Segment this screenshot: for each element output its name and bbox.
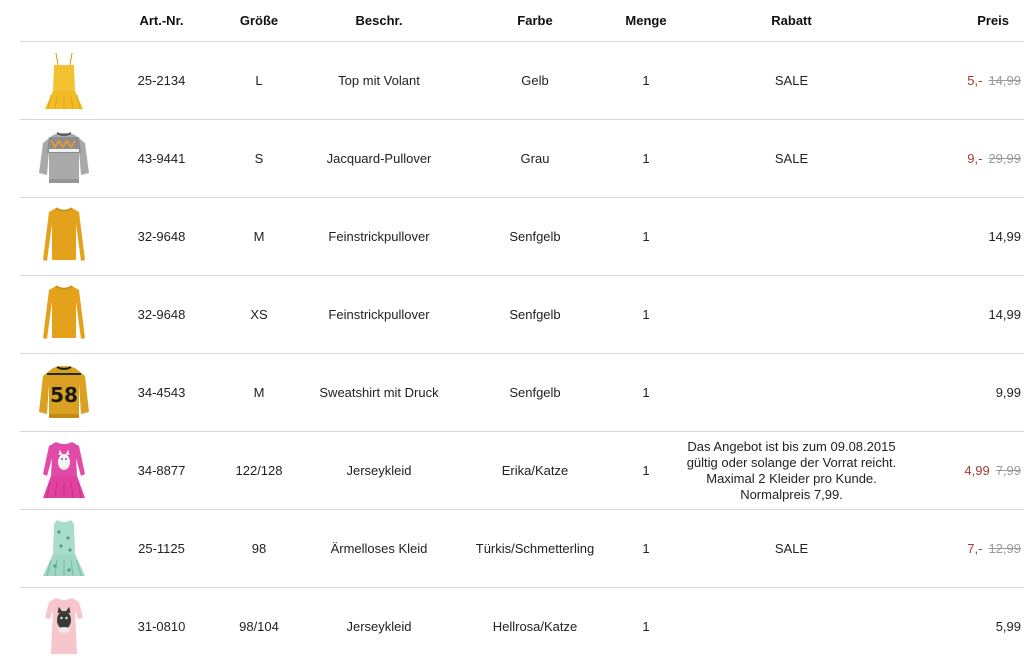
column-header-art-nr: Art.-Nr. <box>108 0 215 42</box>
description-cell: Feinstrickpullover <box>303 198 455 276</box>
art-nr-cell: 34-8877 <box>108 432 215 510</box>
table-row <box>20 198 1024 276</box>
color-cell: Grau <box>455 120 615 198</box>
order-table-container <box>20 0 1021 665</box>
column-header-price: Preis <box>906 0 1024 42</box>
description-cell: Top mit Volant <box>303 42 455 120</box>
product-image-cell <box>20 510 108 588</box>
column-header-quantity: Menge <box>615 0 677 42</box>
order-items-table <box>20 0 1024 665</box>
product-image-cell <box>20 354 108 432</box>
table-row <box>20 120 1024 198</box>
pink-cat-dress-icon[interactable] <box>37 438 91 504</box>
discount-cell <box>677 354 906 432</box>
sale-price: 9,- <box>967 151 983 166</box>
discount-cell: SALE <box>677 510 906 588</box>
product-image-cell <box>20 120 108 198</box>
original-price: 7,99 <box>995 463 1021 478</box>
discount-offer-note: Das Angebot ist bis zum 09.08.2015 gültig oder solange der Vorrat reicht. Maximal 2 Kleider pro Kunde. Normalpreis 7,99. <box>686 438 897 502</box>
table-row <box>20 354 1024 432</box>
sale-price: 7,- <box>967 541 983 556</box>
sweatshirt-print-text: 58 <box>50 382 78 407</box>
color-cell: Hellrosa/Katze <box>492 619 578 634</box>
price-cell: 5,99 <box>995 619 1021 634</box>
yellow-top-icon[interactable] <box>39 49 89 113</box>
price-cell: 14,99 <box>906 198 1024 276</box>
discount-cell <box>677 198 906 276</box>
color-cell: Senfgelb <box>455 354 615 432</box>
description-cell: Ärmelloses Kleid <box>303 510 455 588</box>
color-cell: Türkis/Schmetterling <box>455 510 615 588</box>
product-image-cell <box>20 588 108 666</box>
discount-cell: SALE <box>677 120 906 198</box>
column-header-discount: Rabatt <box>677 0 906 42</box>
price-cell <box>906 432 1024 510</box>
quantity-cell: 1 <box>615 432 677 510</box>
size-cell: 98 <box>215 510 303 588</box>
price-cell <box>906 120 1024 198</box>
table-header-row <box>20 0 1024 42</box>
table-row <box>20 276 1024 354</box>
art-nr-cell: 25-1125 <box>108 510 215 588</box>
quantity-cell: 1 <box>615 276 677 354</box>
description-cell: Sweatshirt mit Druck <box>303 354 455 432</box>
color-cell: Senfgelb <box>455 276 615 354</box>
price-cell <box>906 510 1024 588</box>
art-nr-cell: 25-2134 <box>108 42 215 120</box>
size-cell: XS <box>215 276 303 354</box>
discount-cell <box>677 276 906 354</box>
description-cell: Jacquard-Pullover <box>303 120 455 198</box>
size-cell: S <box>215 120 303 198</box>
sale-price: 5,- <box>967 73 983 88</box>
price-cell: 9,99 <box>906 354 1024 432</box>
description-cell: Jerseykleid <box>303 432 455 510</box>
column-header-size: Größe <box>215 0 303 42</box>
table-row <box>20 588 1024 666</box>
product-image-cell <box>20 198 108 276</box>
grey-jacquard-pullover-icon[interactable] <box>35 127 93 191</box>
art-nr-cell: 32-9648 <box>108 198 215 276</box>
description-cell: Feinstrickpullover <box>303 276 455 354</box>
quantity-cell: 1 <box>615 42 677 120</box>
size-cell: L <box>215 42 303 120</box>
discount-cell <box>677 588 906 666</box>
light-pink-cat-dress-icon[interactable] <box>39 594 89 660</box>
table-row <box>20 42 1024 120</box>
size-cell: M <box>215 198 303 276</box>
art-nr-cell: 32-9648 <box>108 276 215 354</box>
description-cell: Jerseykleid <box>346 619 412 634</box>
art-nr-cell: 31-0810 <box>137 619 186 634</box>
original-price: 29,99 <box>988 151 1021 166</box>
discount-cell <box>677 432 906 510</box>
quantity-cell: 1 <box>642 619 650 634</box>
quantity-cell: 1 <box>615 354 677 432</box>
table-row <box>20 432 1024 510</box>
quantity-cell: 1 <box>615 198 677 276</box>
sale-price: 4,99 <box>964 463 990 478</box>
turquoise-butterfly-dress-icon[interactable] <box>39 516 89 582</box>
mustard-sweater-icon[interactable] <box>39 282 89 348</box>
size-cell: M <box>215 354 303 432</box>
table-row <box>20 510 1024 588</box>
sweatshirt-58-icon[interactable] <box>35 362 93 424</box>
price-cell <box>906 42 1024 120</box>
discount-cell: SALE <box>677 42 906 120</box>
color-cell: Gelb <box>455 42 615 120</box>
art-nr-cell: 34-4543 <box>108 354 215 432</box>
product-image-cell <box>20 432 108 510</box>
original-price: 14,99 <box>988 73 1021 88</box>
color-cell: Senfgelb <box>455 198 615 276</box>
size-cell: 98/104 <box>239 619 279 634</box>
column-header-color: Farbe <box>455 0 615 42</box>
price-cell: 14,99 <box>906 276 1024 354</box>
mustard-sweater-icon[interactable] <box>39 204 89 270</box>
column-header-description: Beschr. <box>303 0 455 42</box>
color-cell: Erika/Katze <box>455 432 615 510</box>
quantity-cell: 1 <box>615 120 677 198</box>
column-header-image <box>20 0 108 42</box>
size-cell: 122/128 <box>215 432 303 510</box>
product-image-cell <box>20 42 108 120</box>
product-image-cell <box>20 276 108 354</box>
art-nr-cell: 43-9441 <box>108 120 215 198</box>
quantity-cell: 1 <box>615 510 677 588</box>
original-price: 12,99 <box>988 541 1021 556</box>
